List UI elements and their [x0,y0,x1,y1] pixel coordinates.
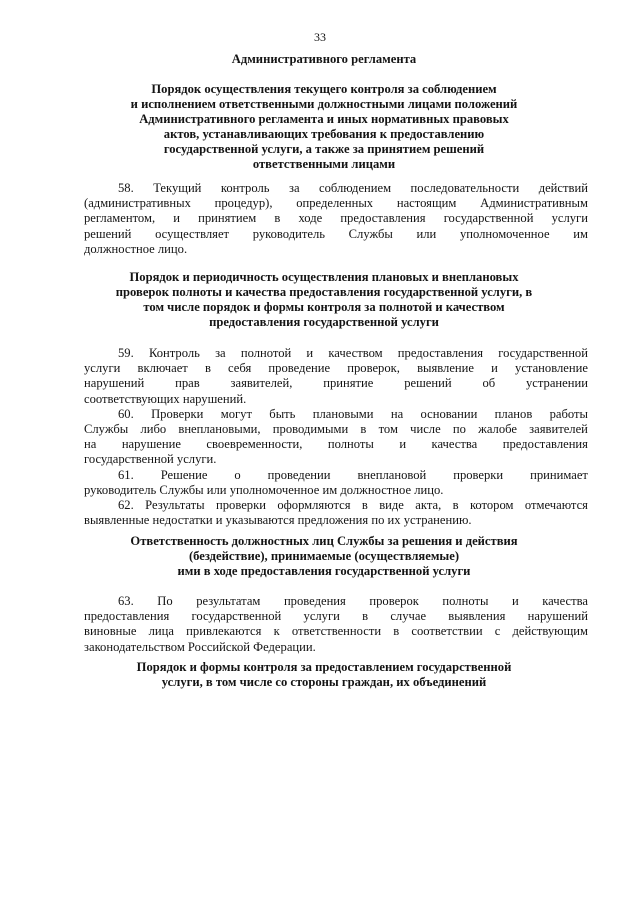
word: полноты [442,594,489,608]
word: быть [269,406,296,421]
word: плановыми [312,406,374,421]
word: оформляются [277,498,351,513]
paragraph-line [84,407,588,422]
paragraph-line: выявленные недостатки и указываются предложения по их устранению. [84,513,472,528]
heading-line: ими в ходе предоставления государственной услуги [177,564,471,579]
paragraph-line [84,346,588,361]
word: государственной [443,211,534,226]
word: на [390,406,404,421]
word: и [306,346,314,360]
heading-line: и исполнением ответственными должностными лицами положений [130,97,518,112]
word: Текущий [153,181,202,195]
word: или [416,226,437,241]
word: настоящим [396,196,457,211]
word: результатам [196,594,261,608]
word: Результаты [145,498,205,513]
word: с [494,624,501,639]
word: о [234,467,241,482]
paragraph-line [84,422,588,437]
word: проверок [369,594,419,608]
word: Службы [84,422,129,437]
heading-line: Административного регламента и иных нормативных правовых [139,112,509,127]
word: регламентом, [84,211,156,226]
word: Контроль [148,346,200,360]
word: полнотой [240,346,292,360]
heading-line: (бездействие), принимаемые (осуществляемые) [188,549,460,564]
word: Службы [348,226,393,241]
word: виновные [84,624,137,639]
word: 59. [118,346,134,360]
word: нарушение [121,437,181,452]
section-heading-current-control [60,82,588,173]
paragraph-line [84,498,588,513]
word: отмечаются [524,498,588,513]
word: предоставления [340,211,426,226]
heading-line: проверок полноты и качества предоставления государственной услуги, в [115,285,533,300]
word: в [360,422,367,437]
heading-line: том числе порядок и формы контроля за полнотой и качеством [143,300,505,315]
word: государственной [191,609,282,624]
word: котором [469,498,514,513]
word: Проверки [151,406,204,421]
word: заявителей [529,422,588,437]
word: в [362,609,369,624]
word: 62. [118,498,134,513]
word: и [173,211,180,226]
word: услуги [551,211,588,226]
word: привлекаются [186,624,262,639]
word: своевременности, [206,437,303,452]
word: акта, [415,498,442,513]
word: жалобе [478,422,517,437]
word: качеством [328,346,383,360]
word: услуги [303,609,340,624]
word: проверки [215,498,266,513]
word: по [452,422,466,437]
paragraph-line: руководитель Службы или уполномоченное им должностное лицо. [84,482,444,497]
paragraph-line: государственной услуги. [84,452,217,467]
paragraph-line [84,376,588,391]
word: предоставления [397,346,484,360]
word: за [288,181,300,195]
word: и [491,361,498,376]
paragraph-line [84,437,588,452]
page-number: 33 [314,30,326,44]
word: внеплановой [357,467,427,482]
heading-line: Порядок и периодичность осуществления плановых и внеплановых [129,270,519,284]
word: планов [494,406,533,421]
word: действий [538,181,588,195]
word: и [511,594,519,608]
word: выявление [417,361,475,376]
heading-line: услуги, в том числе со стороны граждан, их объединений [161,675,487,690]
heading-line: актов, устанавливающих требования к предоставлению [163,127,485,142]
word: решений [84,226,132,241]
word: проверки [453,467,504,482]
word: к [273,624,280,639]
word: нарушений [527,609,588,624]
paragraph-line [84,196,588,211]
word: числе [410,422,441,437]
word: процедур), [214,196,273,211]
word: соблюдением [319,181,392,195]
word: в [393,624,400,639]
word: принятие [323,376,374,391]
paragraph-line [84,181,588,196]
word: нарушений [84,376,145,391]
word: 61. [118,467,134,482]
word: По [157,594,173,608]
word: им [573,226,588,241]
word: на [84,437,97,452]
section-heading-inspections [60,270,588,330]
word: принятием [198,211,257,226]
word: услуги [84,361,121,376]
paragraph-line: соответствующих нарушений. [84,391,247,406]
word: устранении [526,376,588,391]
word: качества [431,437,478,452]
word: осуществляет [155,226,230,241]
section-heading-control-forms [60,660,588,690]
word: в [204,361,211,376]
word: уполномоченное [459,226,550,241]
paragraph-line [84,594,588,609]
paragraph-line [84,227,588,242]
word: проведении [267,467,331,482]
word: либо [140,422,167,437]
word: Решение [160,467,208,482]
word: в [452,498,459,513]
word: том [378,422,398,437]
word: проверок, [347,361,400,376]
word: в [274,211,281,226]
word: внеплановыми, [178,422,261,437]
word: 63. [118,594,134,608]
heading-line: государственной услуги, а также за принятием решений [163,142,485,157]
word: виде [379,498,404,513]
word: ответственности [291,624,382,639]
word: проведение [268,361,331,376]
word: качества [542,594,588,608]
word: проведения [283,594,346,608]
word: включает [137,361,188,376]
heading-line: предоставления государственной услуги [209,315,439,330]
word: в [361,498,368,513]
word: основании [420,406,478,421]
paragraph-line: должностное лицо. [84,241,188,256]
word: работы [549,406,588,421]
word: полноты [327,437,374,452]
word: себя [228,361,252,376]
word: решений [404,376,452,391]
word: Административным [480,196,588,211]
paragraph-line [84,609,588,624]
word: прав [175,376,200,391]
paragraph-line [84,624,588,639]
heading-line: ответственными лицами [252,157,396,172]
word: действующим [512,624,588,639]
word: могут [220,406,252,421]
word: предоставления [502,437,588,452]
word: проводимыми [272,422,349,437]
word: принимает [530,467,588,482]
word: случае [390,609,427,624]
word: государственной [498,346,588,360]
paragraph-line [84,361,588,376]
word: заявителей, [230,376,293,391]
word: об [482,376,496,391]
paragraph-line [84,211,588,226]
section-heading-responsibility [60,534,588,579]
paragraph-line: законодательством Российской Федерации. [84,639,316,654]
word: установление [515,361,588,376]
word: лица [148,624,174,639]
word: определенных [296,196,374,211]
word: последовательности [410,181,520,195]
word: 58. [118,181,134,195]
paragraphs-59-62 [84,346,588,528]
word: предоставления [84,609,170,624]
word: за [215,346,226,360]
word: ходе [298,211,323,226]
paragraph-line [84,468,588,483]
heading-line: Порядок и формы контроля за предоставлением государственной [136,660,512,674]
word: и [399,437,407,452]
paragraph-63 [84,594,588,655]
word: выявления [448,609,506,624]
word: соответствии [411,624,483,639]
paragraph-58 [84,181,588,257]
heading-line: Ответственность должностных лиц Службы за решения и действия [130,534,518,548]
word: руководитель [252,226,325,241]
document-title: Административного регламента [231,52,417,66]
word: контроль [220,181,270,195]
word: 60. [118,406,134,421]
word: (административных [84,196,191,211]
heading-line: Порядок осуществления текущего контроля за соблюдением [151,82,497,96]
